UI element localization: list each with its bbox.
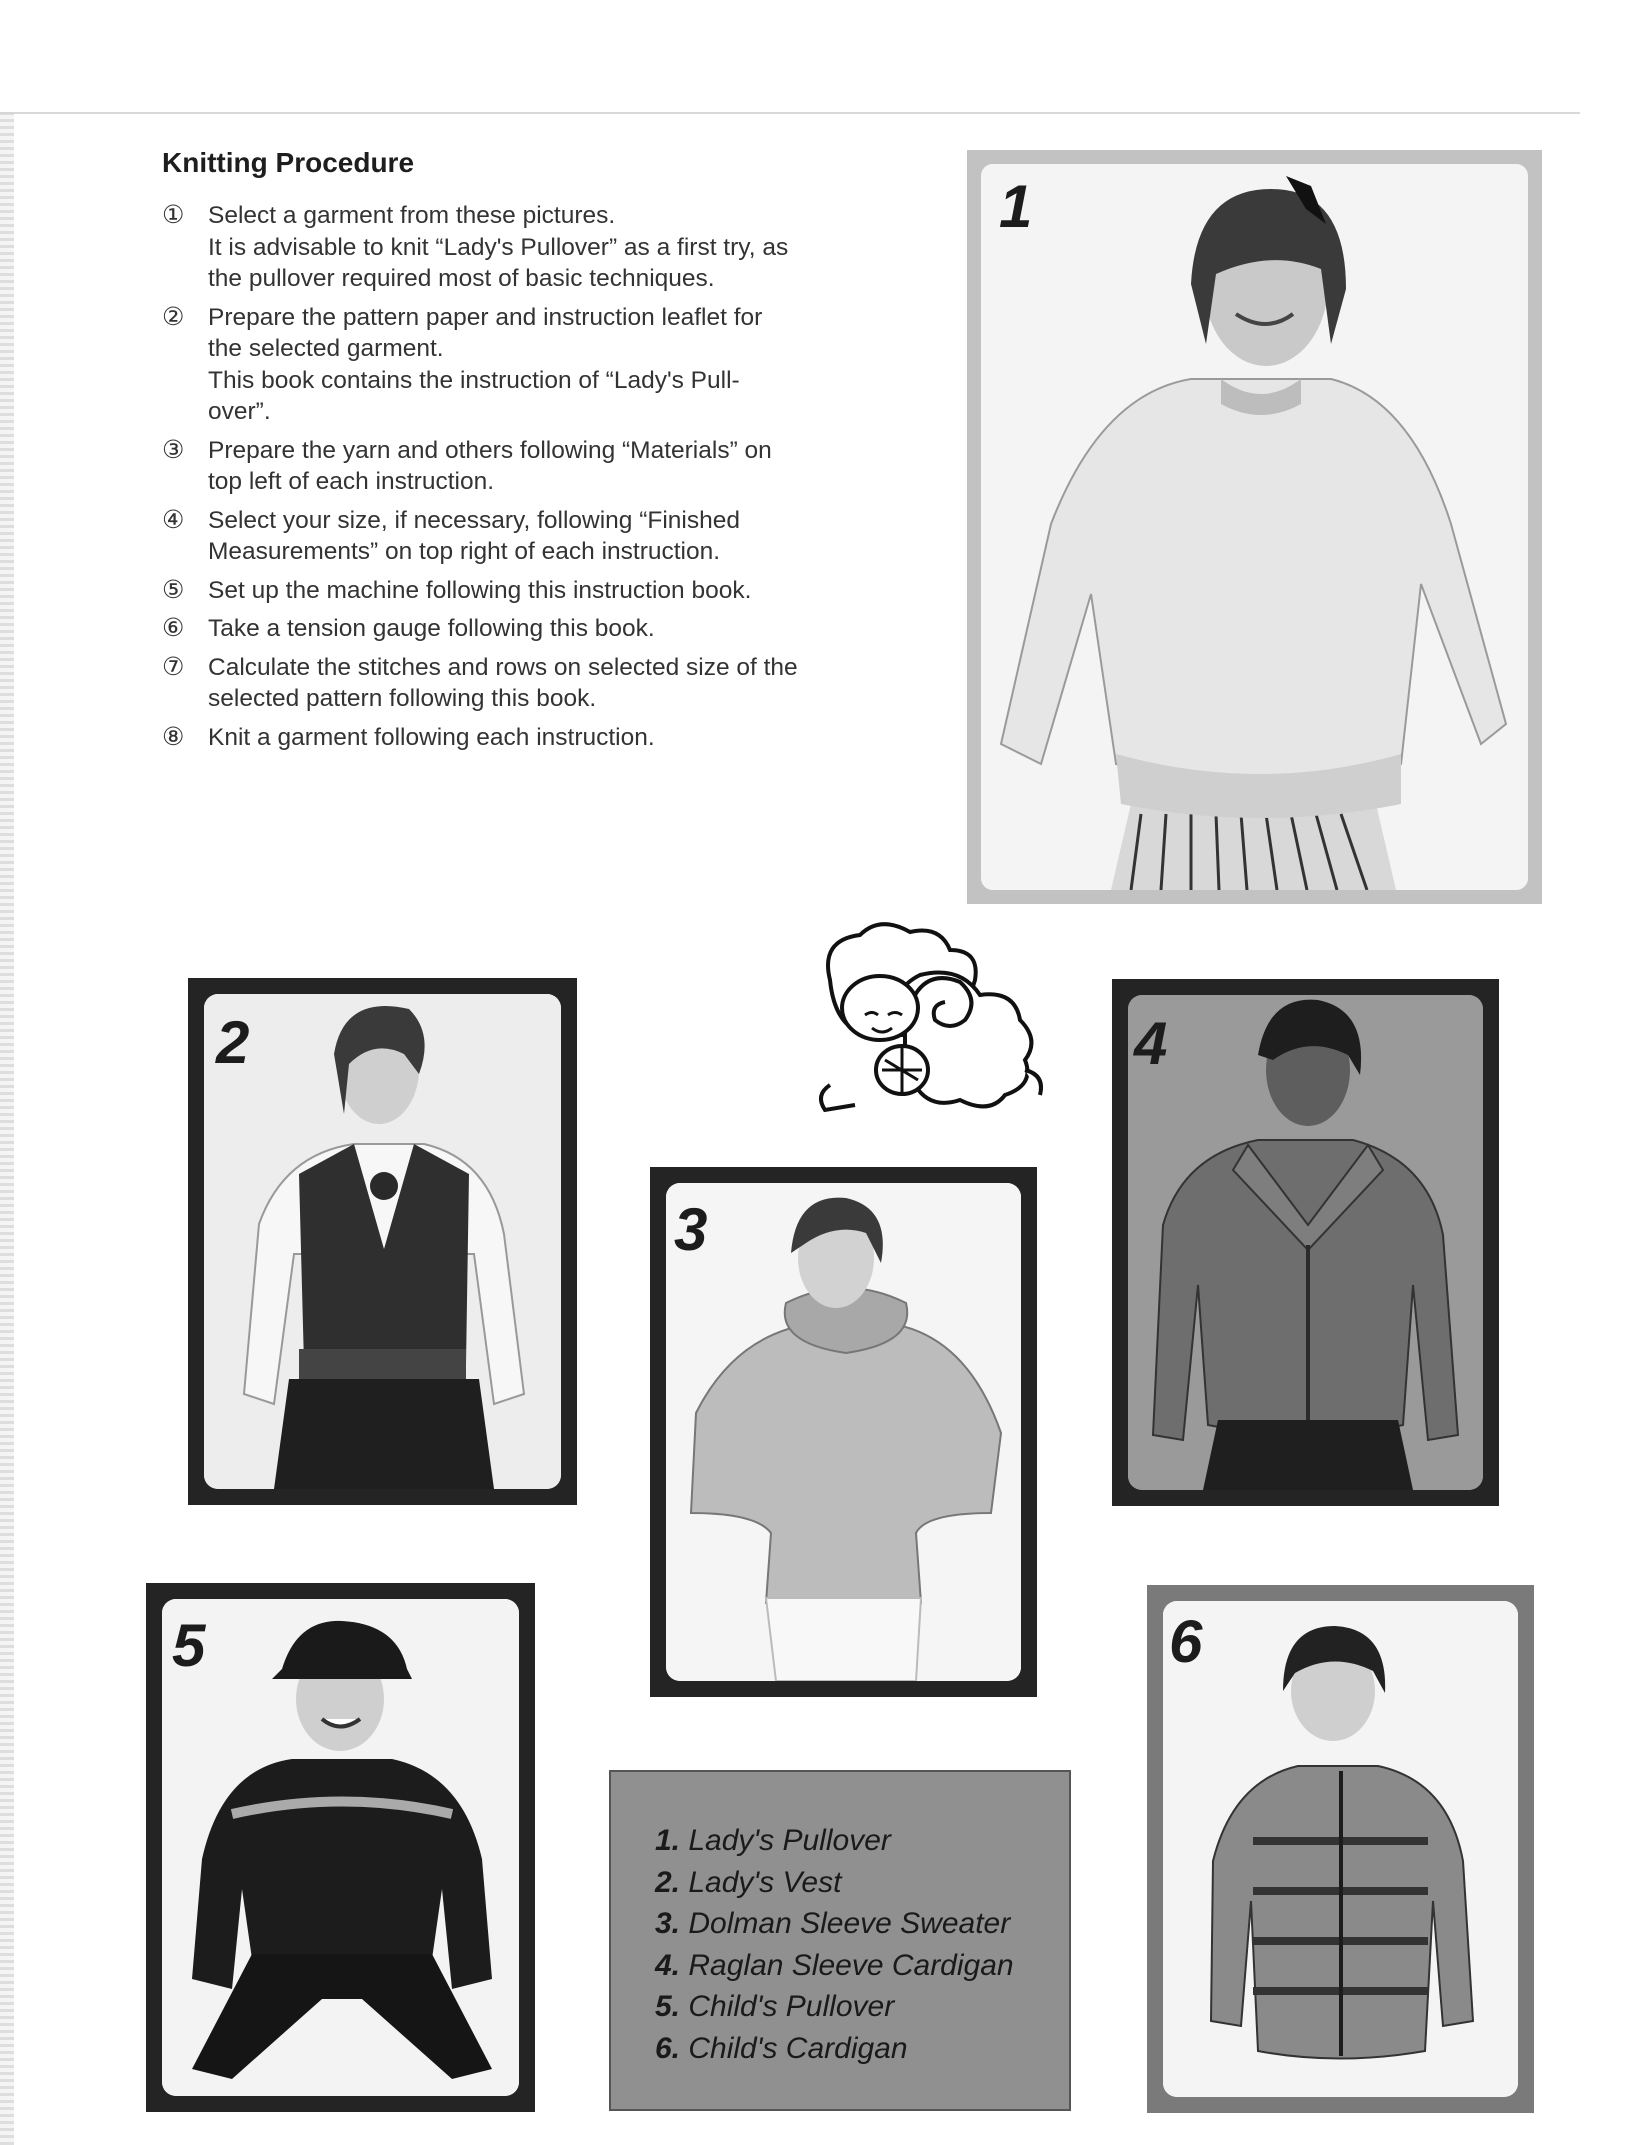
step-number: ① xyxy=(162,201,185,229)
garment-photo-1 xyxy=(967,150,1542,904)
step-text: Prepare the pattern paper and instruction leaflet for xyxy=(208,303,763,331)
model-illustration-4 xyxy=(1128,995,1483,1490)
step-text: selected pattern following this book. xyxy=(208,685,597,712)
step-text: top left of each instruction. xyxy=(208,468,494,495)
procedure-step xyxy=(162,200,862,295)
step-number: ⑦ xyxy=(162,652,185,681)
step-number: ② xyxy=(162,302,185,331)
legend-item: 4. Raglan Sleeve Cardigan xyxy=(655,1948,1014,1982)
photo-number: 6 xyxy=(1169,1608,1203,1675)
garment-legend xyxy=(609,1770,1071,2111)
procedure-step xyxy=(162,435,862,498)
step-text: the selected garment. xyxy=(208,335,444,362)
step-text: Select your size, if necessary, following “Finished xyxy=(208,506,740,534)
step-text: Select a garment from these pictures. xyxy=(208,202,616,229)
step-text: Prepare the yarn and others following “Materials” on xyxy=(208,436,772,464)
step-number: ⑥ xyxy=(162,614,185,642)
garment-photo-5 xyxy=(146,1583,535,2112)
legend-item: 1. Lady's Pullover xyxy=(655,1824,891,1857)
step-text: the pullover required most of basic techniques. xyxy=(208,265,715,292)
step-number: ⑧ xyxy=(162,722,185,751)
step-number: ③ xyxy=(162,435,185,464)
procedure-step xyxy=(162,302,862,428)
sheep-mascot xyxy=(810,920,1050,1120)
legend-item: 5. Child's Pullover xyxy=(655,1990,895,2023)
step-text: Take a tension gauge following this book. xyxy=(208,615,655,642)
step-text: over”. xyxy=(208,398,271,425)
step-number: ④ xyxy=(162,505,185,534)
model-illustration-2 xyxy=(204,994,561,1489)
photo-number: 5 xyxy=(172,1612,206,1679)
procedure-steps xyxy=(162,200,862,760)
procedure-step xyxy=(162,575,862,607)
legend-item: 3. Dolman Sleeve Sweater xyxy=(655,1907,1011,1940)
model-illustration-1 xyxy=(981,164,1528,890)
step-number: ⑤ xyxy=(162,575,185,604)
page-edge xyxy=(0,112,14,2145)
step-text: Measurements” on top right of each instruction. xyxy=(208,538,721,565)
photo-number: 4 xyxy=(1134,1010,1168,1077)
legend-item: 2. Lady's Vest xyxy=(655,1865,842,1899)
step-text: It is advisable to knit “Lady's Pullover” as a first try, as xyxy=(208,233,789,261)
photo-number: 1 xyxy=(999,173,1033,240)
garment-photo-3 xyxy=(650,1167,1037,1697)
legend-item: 6. Child's Cardigan xyxy=(655,2031,908,2065)
procedure-step xyxy=(162,722,862,754)
page-title: Knitting Procedure xyxy=(162,147,415,178)
step-text: Knit a garment following each instruction. xyxy=(208,723,655,751)
model-illustration-3 xyxy=(666,1183,1021,1681)
photo-number: 2 xyxy=(216,1009,250,1076)
model-illustration-6 xyxy=(1163,1601,1518,2097)
step-text: Calculate the stitches and rows on selected size of the xyxy=(208,653,798,681)
garment-photo-4 xyxy=(1112,979,1499,1506)
procedure-step xyxy=(162,652,862,715)
procedure-step xyxy=(162,613,862,645)
garment-photo-2 xyxy=(188,978,577,1505)
garment-photo-6 xyxy=(1147,1585,1534,2113)
procedure-step xyxy=(162,505,862,568)
photo-number: 3 xyxy=(674,1196,708,1263)
top-rule xyxy=(0,112,1580,114)
step-text: This book contains the instruction of “Lady's Pull- xyxy=(208,366,740,394)
model-illustration-5 xyxy=(162,1599,519,2096)
step-text: Set up the machine following this instruction book. xyxy=(208,576,752,604)
